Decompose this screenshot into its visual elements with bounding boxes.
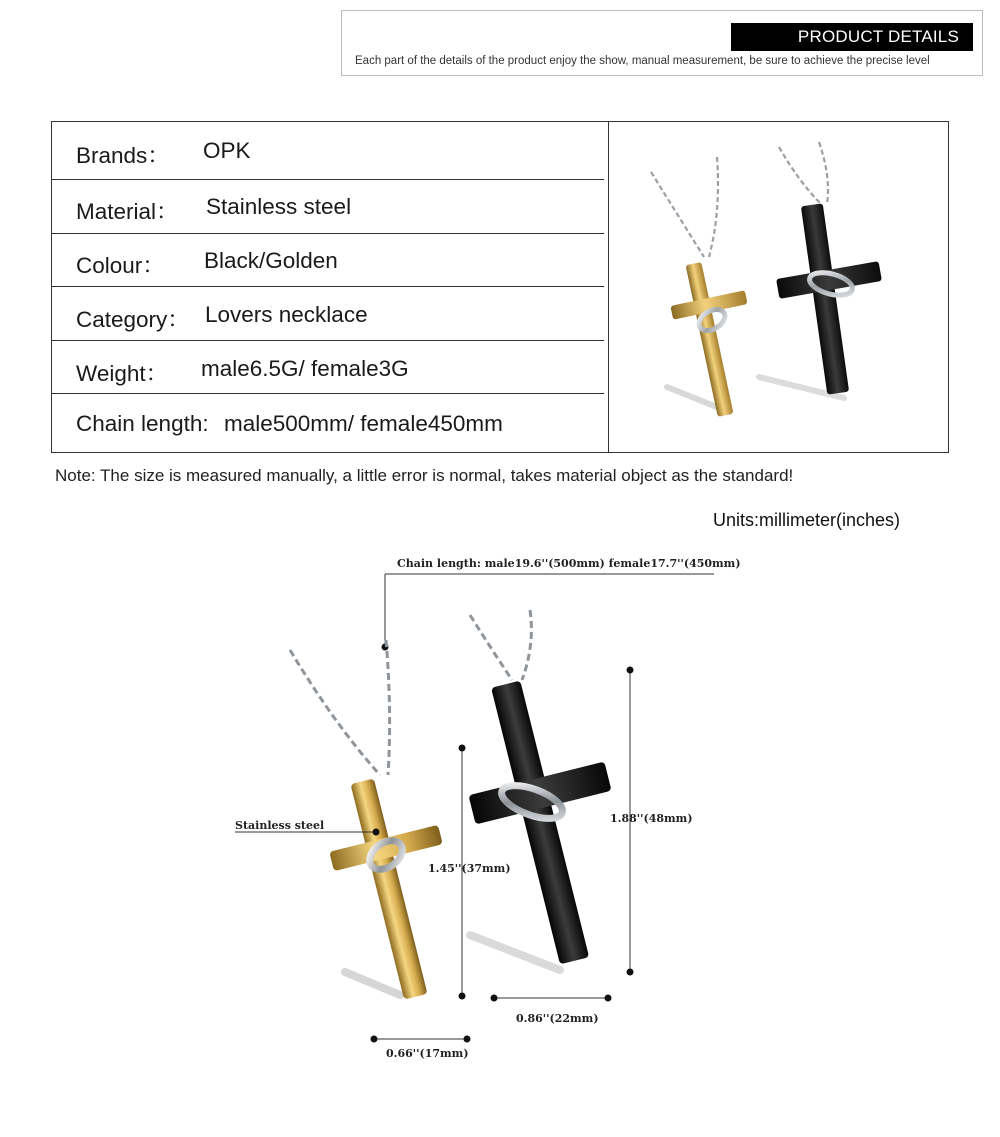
gold-height-label: 1.45''(37mm)	[428, 862, 511, 875]
dimension-diagram	[0, 540, 1000, 1100]
spec-value: male6.5G/ female3G	[201, 356, 409, 381]
spec-value: male500mm/ female450mm	[224, 411, 503, 436]
spec-row-weight	[52, 341, 604, 394]
spec-key: Category：	[76, 307, 190, 332]
spec-row-chain-length	[52, 394, 604, 452]
specs-table	[51, 121, 949, 453]
spec-row-brand	[52, 122, 604, 180]
spec-row-colour	[52, 234, 604, 287]
spec-key: Colour：	[76, 253, 165, 278]
black-cross	[468, 681, 611, 965]
header-title: PRODUCT DETAILS	[731, 23, 973, 51]
product-photo	[609, 122, 948, 452]
black-width-label: 0.86''(22mm)	[516, 1012, 599, 1025]
spec-row-category	[52, 287, 604, 341]
product-details-header	[341, 10, 983, 76]
measurement-note: Note: The size is measured manually, a little error is normal, takes material object as the standard!	[55, 466, 794, 485]
spec-key: Brands：	[76, 143, 170, 168]
gold-cross	[329, 778, 443, 999]
spec-value: Lovers necklace	[205, 302, 368, 327]
spec-key: Material：	[76, 199, 179, 224]
units-label: Units:millimeter(inches)	[713, 510, 901, 530]
header-subtitle: Each part of the details of the product enjoy the show, manual measurement, be sure to achieve the precise level	[355, 55, 930, 67]
spec-row-material	[52, 180, 604, 234]
specs-list	[52, 122, 609, 452]
black-height-label: 1.88''(48mm)	[610, 812, 693, 825]
spec-value: Black/Golden	[204, 248, 338, 273]
spec-key: Weight：	[76, 361, 169, 386]
material-callout-label: Stainless steel	[235, 819, 325, 832]
spec-key: Chain length:	[76, 411, 209, 436]
spec-value: OPK	[203, 138, 251, 163]
gold-width-label: 0.66''(17mm)	[386, 1047, 469, 1060]
spec-value: Stainless steel	[206, 194, 352, 219]
chain-length-label: Chain length: male19.6''(500mm) female17.7''(450mm)	[397, 557, 741, 570]
